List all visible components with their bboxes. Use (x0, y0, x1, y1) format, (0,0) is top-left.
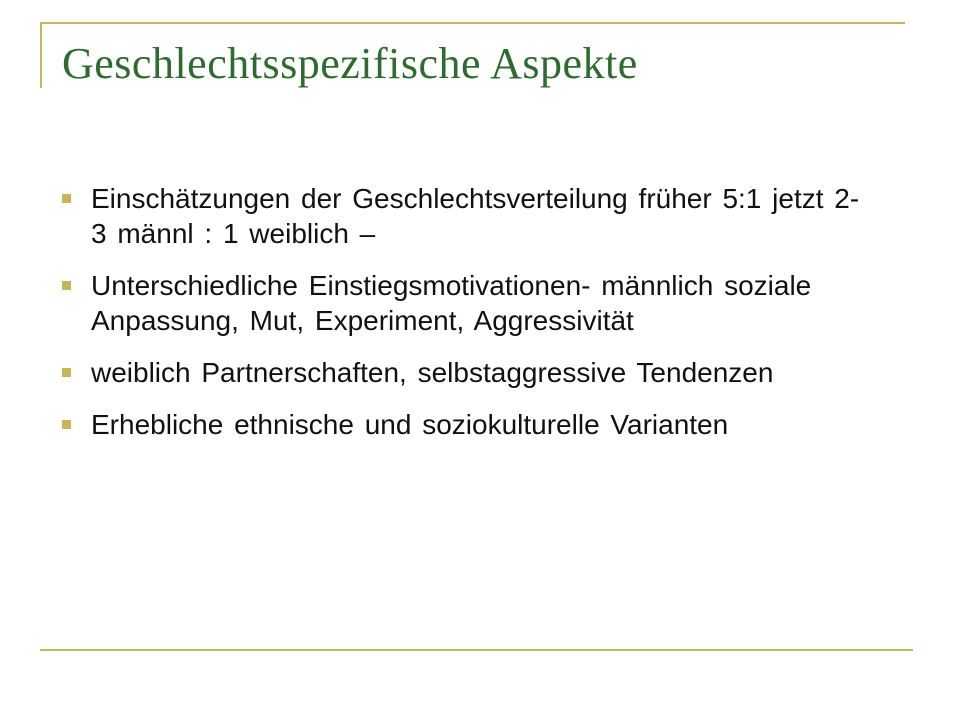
bullet-text: Unterschiedliche Einstiegsmotivationen- männlich soziale Anpassung, Mut, Experiment, Aggressivität (91, 270, 812, 336)
bullet-item-3 (58, 355, 868, 390)
bullet-item-4 (58, 407, 868, 442)
slide-title: Geschlechtsspezifische Aspekte (62, 39, 638, 88)
bullet-text: Erhebliche ethnische und soziokulturelle Varianten (91, 409, 729, 440)
frame-left-line (40, 22, 42, 88)
square-bullet-icon (62, 420, 71, 429)
bullet-text: Einschätzungen der Geschlechtsverteilung früher 5:1 jetzt 2-3 männl : 1 weiblich – (91, 183, 860, 249)
frame-top-line (40, 22, 905, 24)
bullet-item-2 (58, 268, 868, 338)
bullet-text: weiblich Partnerschaften, selbstaggressive Tendenzen (91, 357, 774, 388)
bullet-item-1 (58, 181, 868, 251)
square-bullet-icon (62, 281, 71, 290)
square-bullet-icon (62, 368, 71, 377)
frame-bottom-line (40, 649, 913, 651)
bullet-list (58, 181, 868, 459)
square-bullet-icon (62, 194, 71, 203)
